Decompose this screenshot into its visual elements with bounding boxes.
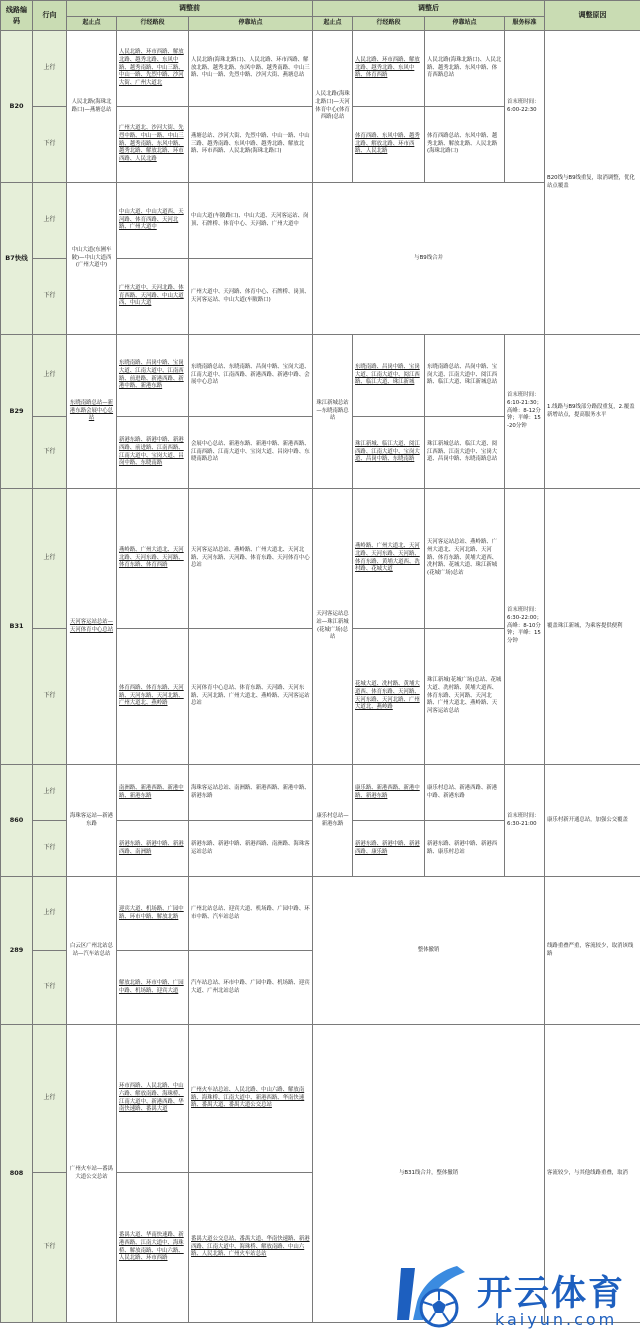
stops-before: 燕塘总站、沙河大街、先烈中路、中山一路、中山三路、越秀南路、东风中路、越秀北路、解放北路、环市西路、人民北路(海珠北路口) [189, 107, 313, 183]
route-before: 南洲路、新港西路、新港中路、新港东路 [117, 765, 189, 821]
line-code: B31 [1, 489, 33, 765]
adjust-reason: 客流较少，与其他线路重叠，取消 [545, 1025, 640, 1323]
route-before: 广州大道中、天河北路、体育西路、天河路、中山大道西、中山大道 [117, 259, 189, 335]
table-row [1, 31, 640, 107]
cancel-note: 与B31线合并，整体撤销 [313, 1025, 545, 1323]
header-start-end-before: 起止点 [67, 17, 117, 31]
route-before: 体育西路、体育东路、天河路、天河东路、天河北路、广州大道北、燕岭路 [117, 629, 189, 765]
stops-before: 番禺大道公交总站、番禺大道、华南快速路、新港西路、江南大道中、海珠桥、解放南路、中山六路、人民北路、广州火车站总站 [189, 1173, 313, 1323]
stops-before: 汽车站总站、环市中路、广园中路、机场路、迎宾大道、广州北站总站 [189, 951, 313, 1025]
table-row [1, 335, 640, 417]
direction-cell: 下行 [33, 629, 67, 765]
line-code: 289 [1, 877, 33, 1025]
direction-cell: 下行 [33, 107, 67, 183]
table-row [1, 877, 640, 951]
route-after: 珠江新城、临江大道、阅江西路、江南大道中、宝岗大道、昌岗中路、东晓南路 [353, 417, 425, 489]
header-stops-after: 停靠站点 [425, 17, 505, 31]
route-before: 番禺大道、华南快速路、新港西路、江南大道中、海珠桥、解放南路、中山六路、人民北路、环市西路 [117, 1173, 189, 1323]
route-before: 迎宾大道、机场路、广园中路、环市中路、解放北路 [117, 877, 189, 951]
direction-cell: 下行 [33, 1173, 67, 1323]
service-standard: 首末班时间：6:10-21:30；高峰：8-12分钟；平峰：15-20分钟 [505, 335, 545, 489]
stops-after: 新港东路、新港中路、新港西路、康乐村总站 [425, 821, 505, 877]
start-end-before: 人民北路(海珠北路口)—燕塘总站 [67, 31, 117, 183]
start-end-before: 东晓南路总站—新港东路会展中心总站 [67, 335, 117, 489]
route-before: 人民北路、环市西路、解放北路、越秀北路、东风中路、越秀南路、中山三路、中山一路、先烈中路、沙河大街、广州大道北 [117, 31, 189, 107]
start-end-before: 海珠客运站—新港东路 [67, 765, 117, 877]
adjust-reason: 线路重叠严重，客流较少，取消该线路 [545, 877, 640, 1025]
adjust-reason: 1.线路与B9线部分路段重复，2.覆盖新增站点，提高服务水平 [545, 335, 640, 489]
direction-cell: 上行 [33, 489, 67, 629]
stops-after: 康乐村总站、新港西路、新港中路、新港东路 [425, 765, 505, 821]
header-stops-before: 停靠站点 [189, 17, 313, 31]
start-end-before: 中山大道(东圃车陂)—中山大道西(广州大道中) [67, 183, 117, 335]
stops-before: 海珠客运站总站、南洲路、新港西路、新港中路、新港东路 [189, 765, 313, 821]
direction-cell: 上行 [33, 1025, 67, 1173]
start-end-after: 天河客运站总站—珠江新城(花城广场)总站 [313, 489, 353, 765]
header-route-before: 行经路段 [117, 17, 189, 31]
table-row [1, 183, 640, 259]
route-before: 新港东路、新港中路、新港西路、前进路、江南西路、江南大道中、宝岗大道、昌岗中路、东晓南路 [117, 417, 189, 489]
adjust-reason: 覆盖珠江新城，为乘客提供便利 [545, 489, 640, 765]
stops-before: 广州北站总站、迎宾大道、机场路、广园中路、环市中路、汽车站总站 [189, 877, 313, 951]
line-code: 808 [1, 1025, 33, 1323]
stops-after: 珠江新城总站、临江大道、阅江西路、江南大道中、宝岗大道、昌岗中路、东晓南路总站 [425, 417, 505, 489]
table-row [1, 489, 640, 629]
line-code: B7快线 [1, 183, 33, 335]
stops-before: 东晓南路总站、东晓南路、昌岗中路、宝岗大道、江南大道中、江南西路、新港西路、新港中路、会展中心总站 [189, 335, 313, 417]
route-after: 燕岭路、广州大道北、天河北路、天河东路、天河路、体育东路、黄埔大道西、冼村路、花城大道 [353, 489, 425, 629]
header-route-after: 行经路段 [353, 17, 425, 31]
stops-before: 人民北路(海珠北路口)、人民北路、环市西路、解放北路、越秀北路、东风中路、越秀南路、中山三路、中山一路、先烈中路、沙河大街、燕塘总站 [189, 31, 313, 107]
service-standard: 首末班时间：6:00-22:30 [505, 31, 545, 183]
stops-after: 体育西路总站、东风中路、越秀北路、解放北路、人民北路(海珠北路口) [425, 107, 505, 183]
watermark [395, 1262, 635, 1332]
start-end-after: 珠江新城总站—东晓南路总站 [313, 335, 353, 489]
route-after: 新港东路、新港中路、新港西路、康乐路 [353, 821, 425, 877]
route-before: 燕岭路、广州大道北、天河北路、天河东路、天河路、体育东路、体育西路 [117, 489, 189, 629]
adjust-reason: B20线与B9线重复，取消调整，优化站点覆盖 [545, 31, 640, 335]
stops-before: 广州火车站总站、人民北路、中山六路、解放南路、海珠桥、江南大道中、新港西路、华南快速路、番禺大道、番禺大道公交总站 [189, 1025, 313, 1173]
direction-cell: 上行 [33, 335, 67, 417]
direction-cell: 上行 [33, 183, 67, 259]
stops-before: 天河体育中心总站、体育东路、天河路、天河东路、天河北路、广州大道北、燕岭路、天河客运站总站 [189, 629, 313, 765]
stops-before: 新港东路、新港中路、新港西路、南洲路、海珠客运站总站 [189, 821, 313, 877]
start-end-before: 广州火车站—番禺大道公交总站 [67, 1025, 117, 1323]
stops-after: 珠江新城(花城广场)总站、花城大道、冼村路、黄埔大道西、体育东路、天河路、天河北路、广州大道北、燕岭路、天河客运站总站 [425, 629, 505, 765]
service-standard: 首末班时间：6:30-21:00 [505, 765, 545, 877]
service-standard: 首末班时间：6:30-22:00；高峰：8-10分钟；平峰：15分钟 [505, 489, 545, 765]
header-start-end-after: 起止点 [313, 17, 353, 31]
table-row [1, 1025, 640, 1173]
header-direction: 行向 [33, 1, 67, 31]
direction-cell: 下行 [33, 951, 67, 1025]
route-after: 体育西路、东风中路、越秀北路、解放北路、环市西路、人民北路 [353, 107, 425, 183]
line-code: B20 [1, 31, 33, 183]
adjust-reason: 康乐村新开通总站，加强公交覆盖 [545, 765, 640, 877]
line-code: 860 [1, 765, 33, 877]
header-line-no: 线路编码 [1, 1, 33, 31]
header-before: 调整前 [67, 1, 313, 17]
route-after: 人民北路、环市西路、解放北路、越秀北路、东风中路、体育西路 [353, 31, 425, 107]
stops-after: 东晓南路总站、昌岗中路、宝岗大道、江南大道中、阅江西路、临江大道、珠江新城总站 [425, 335, 505, 417]
header-service: 服务标准 [505, 17, 545, 31]
line-code: B29 [1, 335, 33, 489]
kaiyun-logo-icon [395, 1262, 469, 1332]
direction-cell: 上行 [33, 877, 67, 951]
stops-before: 广州大道中、天河路、体育中心、石牌桥、岗顶、天河客运站、中山大道(车陂路口) [189, 259, 313, 335]
route-before: 环市西路、人民北路、中山六路、解放南路、海珠桥、江南大道中、新港西路、华南快速路、番禺大道 [117, 1025, 189, 1173]
route-before: 中山大道、中山大道西、天河路、体育西路、天河北路、广州大道中 [117, 183, 189, 259]
table-row [1, 765, 640, 821]
route-before: 东晓南路、昌岗中路、宝岗大道、江南大道中、江南西路、前进路、新港西路、新港中路、新港东路 [117, 335, 189, 417]
stops-before: 会展中心总站、新港东路、新港中路、新港西路、江南西路、江南大道中、宝岗大道、昌岗中路、东晓南路总站 [189, 417, 313, 489]
stops-after: 人民北路(海珠北路口)、人民北路、越秀北路、东风中路、体育西路总站 [425, 31, 505, 107]
stops-before: 天河客运站总站、燕岭路、广州大道北、天河北路、天河东路、天河路、体育东路、天河体育中心总站 [189, 489, 313, 629]
header-after: 调整后 [313, 1, 545, 17]
direction-cell: 下行 [33, 259, 67, 335]
merge-note: 与B9线合并 [313, 183, 545, 335]
route-after: 花城大道、冼村路、黄埔大道西、体育东路、天河路、天河东路、天河北路、广州大道北、燕岭路 [353, 629, 425, 765]
stops-before: 中山大道(车陂路口)、中山大道、天河客运站、岗顶、石牌桥、体育中心、天河路、广州大道中 [189, 183, 313, 259]
start-end-before: 天河客运站总站—天河体育中心总站 [67, 489, 117, 765]
route-after: 东晓南路、昌岗中路、宝岗大道、江南大道中、阅江西路、临江大道、珠江新城 [353, 335, 425, 417]
direction-cell: 下行 [33, 417, 67, 489]
watermark-en: kaiyun.com [495, 1310, 618, 1329]
start-end-after: 康乐村总站—新港东路 [313, 765, 353, 877]
cancel-note: 整体撤销 [313, 877, 545, 1025]
watermark-cn: 开云体育 [477, 1274, 626, 1314]
header-reason: 调整原因 [545, 1, 640, 31]
route-before: 广州大道北、沙河大街、先烈中路、中山一路、中山三路、越秀南路、东风中路、越秀北路、解放北路、环市西路、人民北路 [117, 107, 189, 183]
stops-after: 天河客运站总站、燕岭路、广州大道北、天河北路、天河路、体育东路、黄埔大道西、冼村路、花城大道、珠江新城(花城广场)总站 [425, 489, 505, 629]
direction-cell: 上行 [33, 765, 67, 821]
start-end-after: 人民北路(海珠北路口)—天河体育中心(体育西路)总站 [313, 31, 353, 183]
route-before: 解放北路、环市中路、广园中路、机场路、迎宾大道 [117, 951, 189, 1025]
direction-cell: 上行 [33, 31, 67, 107]
route-after: 康乐路、新港西路、新港中路、新港东路 [353, 765, 425, 821]
start-end-before: 白云区广州北站总站—汽车站总站 [67, 877, 117, 1025]
route-before: 新港东路、新港中路、新港西路、南洲路 [117, 821, 189, 877]
direction-cell: 下行 [33, 821, 67, 877]
